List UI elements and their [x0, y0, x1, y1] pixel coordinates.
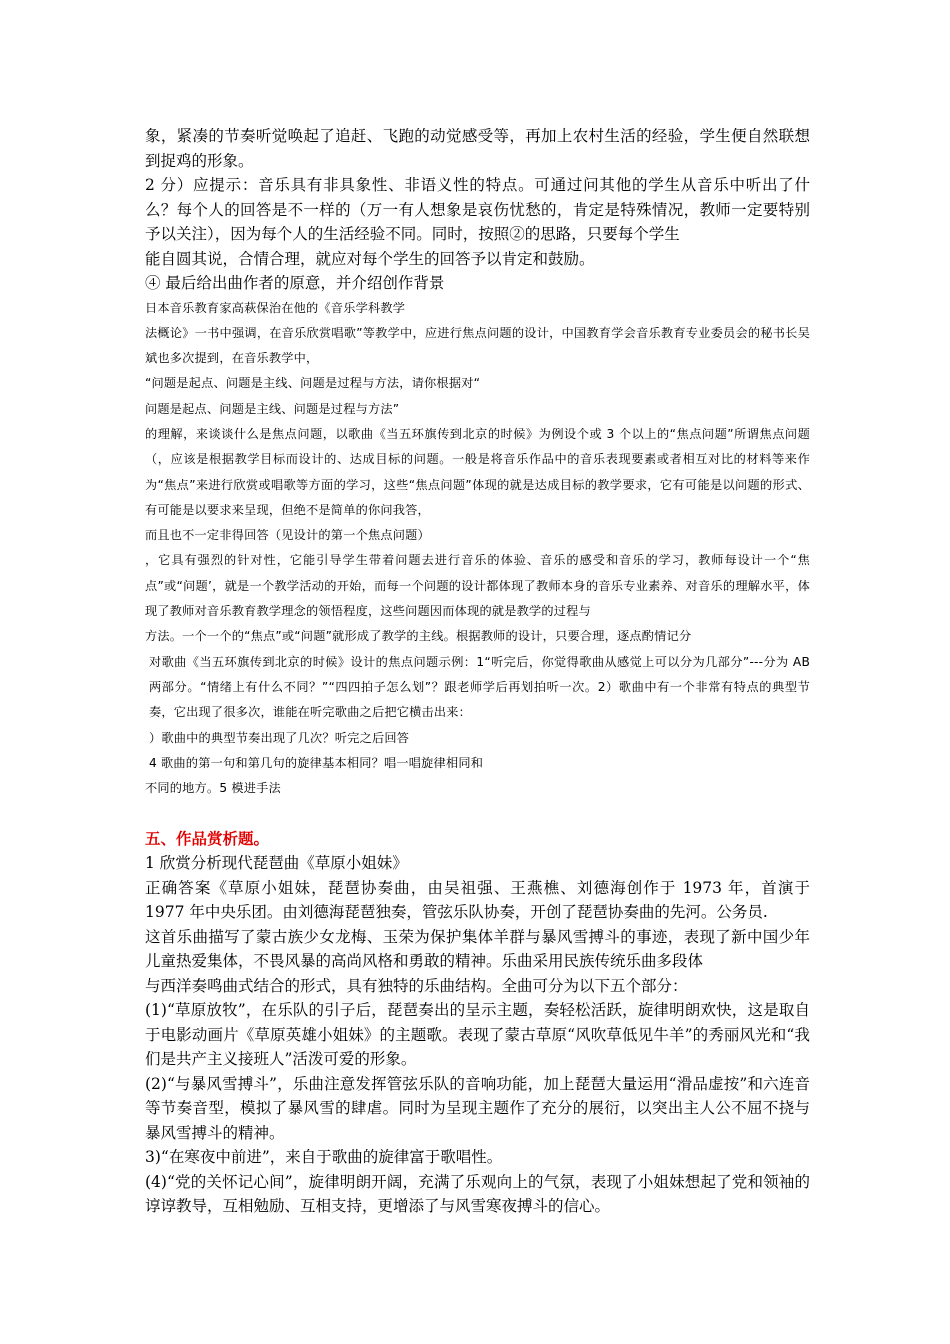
paragraph: ④ 最后给出曲作者的原意，并介绍创作背景: [145, 274, 445, 292]
section-heading: 五、作品赏析题。: [145, 830, 270, 849]
paragraph: 2 分）应提示：音乐具有非具象性、非语义性的特点。可通过问其他的学生从音乐中听出了什么？每个人的回答是不一样的（万一有人想象是哀伤忧愁的，肯定是特殊情况，教师一定要特别予以关注），因为每个人的生活经验不同。同时，按照②的思路，只要每个学生: [145, 176, 810, 243]
paragraph: 不同的地方。5 模进手法: [145, 781, 281, 796]
paragraph: 的理解，来谈谈什么是焦点问题，以歌曲《当五环旗传到北京的时候》为例设个或 3 个以上的“焦点问题”所谓焦点问题（，应该是根据教学目标而设计的、达成目标的问题。一般是将音乐作品中的音乐表现要素或者相互对比的材料等来作为“焦点”来进行欣赏或唱歌等方面的学习，这些“焦点问题”体现的就是达成目标的教学要求，它有可能是以问题的形式、有可能是以要求来呈现，但绝不是简单的你问我答，: [145, 426, 810, 517]
paragraph: 问题是起点、问题是主线、问题是过程与方法”: [145, 401, 400, 416]
paragraph: (2)“与暴风雪搏斗”，乐曲注意发挥管弦乐队的音响功能，加上琵琶大量运用“滑品虚按”和六连音等节奏音型，模拟了暴风雪的肆虐。同时为呈现主题作了充分的展衍，以突出主人公不屈不挠与暴风雪搏斗的精神。: [145, 1074, 810, 1142]
paragraph: 与西洋奏鸣曲式结合的形式，具有独特的乐曲结构。全曲可分为以下五个部分：: [145, 976, 688, 995]
paragraph: 日本音乐教育家高萩保治在他的《音乐学科教学: [145, 300, 406, 315]
paragraph: 能自圆其说，合情合理，就应对每个学生的回答予以肯定和鼓励。: [145, 249, 595, 268]
paragraph: (1)“草原放牧”，在乐队的引子后，琵琶奏出的呈示主题，奏轻松活跃，旋律明朗欢快，这是取自于电影动画片《草原英雄小姐妹》的主题歌。表现了蒙古草原“风吹草低见牛羊”的秀丽风光和“我们是共产主义接班人”活泼可爱的形象。: [145, 1001, 810, 1069]
paragraph: 这首乐曲描写了蒙古族少女龙梅、玉荣为保护集体羊群与暴风雪搏斗的事迹，表现了新中国少年儿童热爱集体，不畏风暴的高尚风格和勇敢的精神。乐曲采用民族传统乐曲多段体: [145, 927, 810, 971]
paragraph: ，它具有强烈的针对性，它能引导学生带着问题去进行音乐的体验、音乐的感受和音乐的学习，教师每设计一个“焦点”或“问题’，就是一个教学活动的开始，而每一个问题的设计都体现了教师本身的音乐专业素养、对音乐的理解水平，体现了教师对音乐教育教学理念的领悟程度，这些问题因而体现的就是教学的过程与: [145, 553, 810, 619]
paragraph: 象，紧凑的节奏听觉唤起了追赶、飞跑的动觉感受等，再加上农村生活的经验，学生便自然联想到捉鸡的形象。: [145, 127, 810, 170]
paragraph: ）歌曲中的典型节奏出现了几次？听完之后回答: [149, 730, 410, 745]
paragraph: (4)“党的关怀记心间”，旋律明朗开阔，充满了乐观向上的气氛，表现了小姐妹想起了党和领袖的谆谆教导，互相勉励、互相支持，更增添了与风雪寒夜搏斗的信心。: [145, 1172, 810, 1216]
paragraph: 4 歌曲的第一句和第几句的旋律基本相同？唱一唱旋律相同和: [149, 755, 484, 770]
question-title: 1 欣赏分析现代琵琶曲《草原小姐妹》: [145, 854, 408, 873]
paragraph: 对歌曲《当五环旗传到北京的时候》设计的焦点问题示例：1“听完后，你觉得歌曲从感觉上可以分为几部分”---分为 AB 两部分。“情绪上有什么不同？”“四四拍子怎么划”？跟老师学后再划拍听一次。2）歌曲中有一个非常有特点的典型节奏，它出现了很多次，谁能在听完歌曲之后把它横击出来：: [149, 654, 810, 720]
document-page: [145, 124, 810, 1219]
paragraph: 法概论》一书中强调，在音乐欣赏唱歌”等教学中，应进行焦点问题的设计，中国教育学会音乐教育专业委员会的秘书长吴斌也多次提到，在音乐教学中，: [145, 325, 810, 366]
paragraph: 方法。一个一个的“焦点”或“问题”就形成了教学的主线。根据教师的设计，只要合理，逐点酌情记分: [145, 629, 692, 644]
paragraph: 正确答案《草原小姐妹，琵琶协奏曲，由吴祖强、王燕樵、刘德海创作于 1973 年，首演于 1977 年中央乐团。由刘德海琵琶独奏，管弦乐队协奏，开创了琵琶协奏曲的先河。公务员.: [145, 878, 810, 922]
paragraph: 而且也不一定非得回答（见设计的第一个焦点问题）: [145, 528, 430, 543]
paragraph: 3)“在寒夜中前进”，来自于歌曲的旋律富于歌唱性。: [145, 1148, 503, 1167]
paragraph: “问题是起点、问题是主线、问题是过程与方法，请你根据对“: [145, 376, 481, 391]
